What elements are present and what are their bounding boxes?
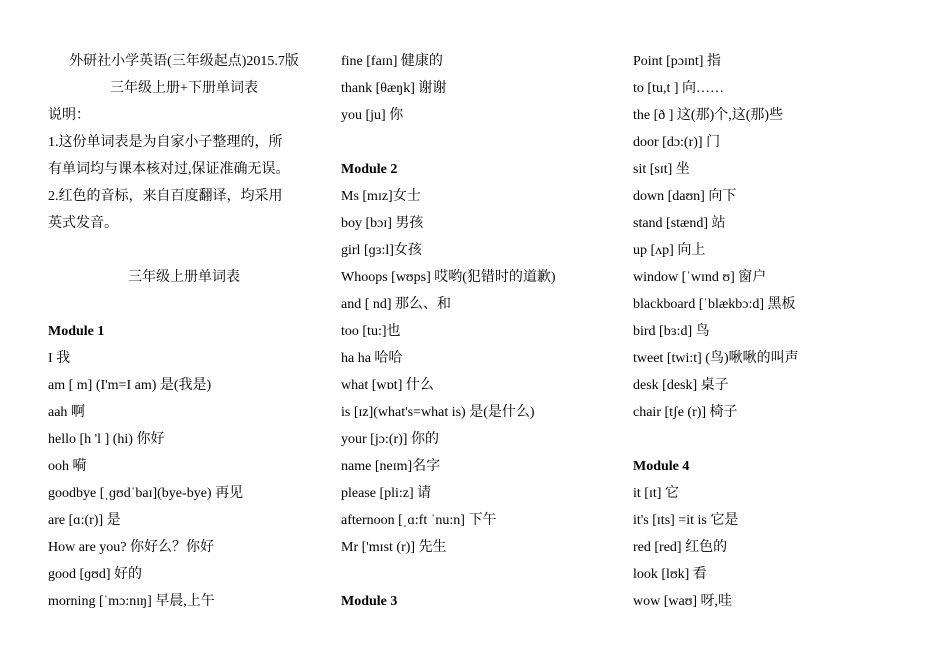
column-3: [633, 48, 903, 615]
note-line: 英式发音。: [48, 216, 118, 231]
note-line: 2.红色的音标，来自百度翻译，均采用: [48, 189, 283, 204]
vocab-entry: it [ɪt] 它: [633, 486, 679, 501]
module-2-heading: Module 2: [341, 162, 398, 177]
vocab-entry: Whoops [wʊps] 哎哟(犯错时的道歉): [341, 270, 556, 285]
module-3-heading: Module 3: [341, 594, 398, 609]
vocab-entry: thank [θæŋk] 谢谢: [341, 81, 447, 96]
vocab-entry: down [daʊn] 向下: [633, 189, 737, 204]
vocab-entry: door [dɔ:(r)] 门: [633, 135, 721, 150]
module-1-heading: Module 1: [48, 324, 105, 339]
vocab-entry: stand [stænd] 站: [633, 216, 726, 231]
vocab-entry: boy [bɔɪ] 男孩: [341, 216, 424, 231]
vocab-entry: desk [desk] 桌子: [633, 378, 729, 393]
note-line: 1.这份单词表是为自家小子整理的，所: [48, 135, 283, 150]
section-title: 三年级上册单词表: [128, 270, 240, 285]
vocab-entry: afternoon [ˌɑ:ft ˈnu:n] 下午: [341, 513, 497, 528]
vocab-entry: it's [ɪts] =it is 它是: [633, 513, 739, 528]
vocab-entry: tweet [twi:t] (鸟)啾啾的叫声: [633, 351, 799, 366]
vocab-entry: fine [faɪn] 健康的: [341, 54, 443, 69]
vocab-entry: blackboard [ˈblækbɔ:d] 黑板: [633, 297, 796, 312]
spacer: [633, 426, 903, 453]
vocab-entry: aah 啊: [48, 405, 85, 420]
note-line: 有单词均与课本核对过,保证准确无误。: [48, 162, 290, 177]
vocab-entry: look [lʊk] 看: [633, 567, 707, 582]
vocab-entry: good [ɡʊd] 好的: [48, 567, 143, 582]
spacer: [48, 291, 320, 318]
vocab-entry: chair [tʃe (r)] 椅子: [633, 405, 738, 420]
spacer: [341, 561, 611, 588]
vocab-entry: hello [h 'l ] (hi) 你好: [48, 432, 165, 447]
spacer: [48, 237, 320, 264]
vocab-entry: sit [sɪt] 坐: [633, 162, 690, 177]
vocab-entry: I 我: [48, 351, 71, 366]
vocab-entry: girl [ɡɜ:l]女孩: [341, 243, 422, 258]
vocab-entry: is [ɪz](what's=what is) 是(是什么): [341, 405, 535, 420]
document-subtitle: 三年级上册+下册单词表: [110, 81, 258, 96]
vocab-entry: Ms [mɪz]女士: [341, 189, 421, 204]
vocab-entry: ha ha 哈哈: [341, 351, 403, 366]
document-title-text: 外研社小学英语(三年级起点)2015.7版: [69, 54, 299, 69]
vocab-entry: ooh 嗬: [48, 459, 87, 474]
vocab-entry: the [ð ] 这(那)个,这(那)些: [633, 108, 784, 123]
vocab-entry: up [ʌp] 向上: [633, 243, 706, 258]
vocab-entry: wow [waʊ] 呀,哇: [633, 594, 733, 609]
vocab-entry: Point [pɔɪnt] 指: [633, 54, 721, 69]
vocab-entry: bird [bɜ:d] 鸟: [633, 324, 710, 339]
vocab-entry: and [ nd] 那么、和: [341, 297, 452, 312]
document-title: [48, 48, 320, 75]
vocab-entry: are [ɑ:(r)] 是: [48, 513, 121, 528]
column-1: [48, 48, 320, 615]
vocab-entry: red [red] 红色的: [633, 540, 728, 555]
note-label: 说明：: [48, 108, 90, 123]
vocab-entry: Mr ['mɪst (r)] 先生: [341, 540, 447, 555]
vocab-entry: too [tu:]也: [341, 324, 401, 339]
vocab-entry: what [wɒt] 什么: [341, 378, 434, 393]
vocab-entry: window [ˈwɪnd ʊ] 窗户: [633, 270, 767, 285]
vocab-entry: you [ju] 你: [341, 108, 404, 123]
vocab-entry: am [ m] (I'm=I am) 是(我是): [48, 378, 212, 393]
vocab-entry: to [tu,t ] 向……: [633, 81, 724, 96]
vocab-entry: please [pli:z] 请: [341, 486, 432, 501]
vocab-entry: goodbye [ˌɡʊdˈbaɪ](bye-bye) 再见: [48, 486, 244, 501]
vocab-entry: name [neɪm]名字: [341, 459, 441, 474]
spacer: [341, 129, 611, 156]
vocab-entry: How are you? 你好么？你好: [48, 540, 215, 555]
column-2: [341, 48, 611, 615]
vocab-entry: morning [ˈmɔ:nɪŋ] 早晨,上午: [48, 594, 215, 609]
vocab-entry: your [jɔ:(r)] 你的: [341, 432, 439, 447]
module-4-heading: Module 4: [633, 459, 690, 474]
